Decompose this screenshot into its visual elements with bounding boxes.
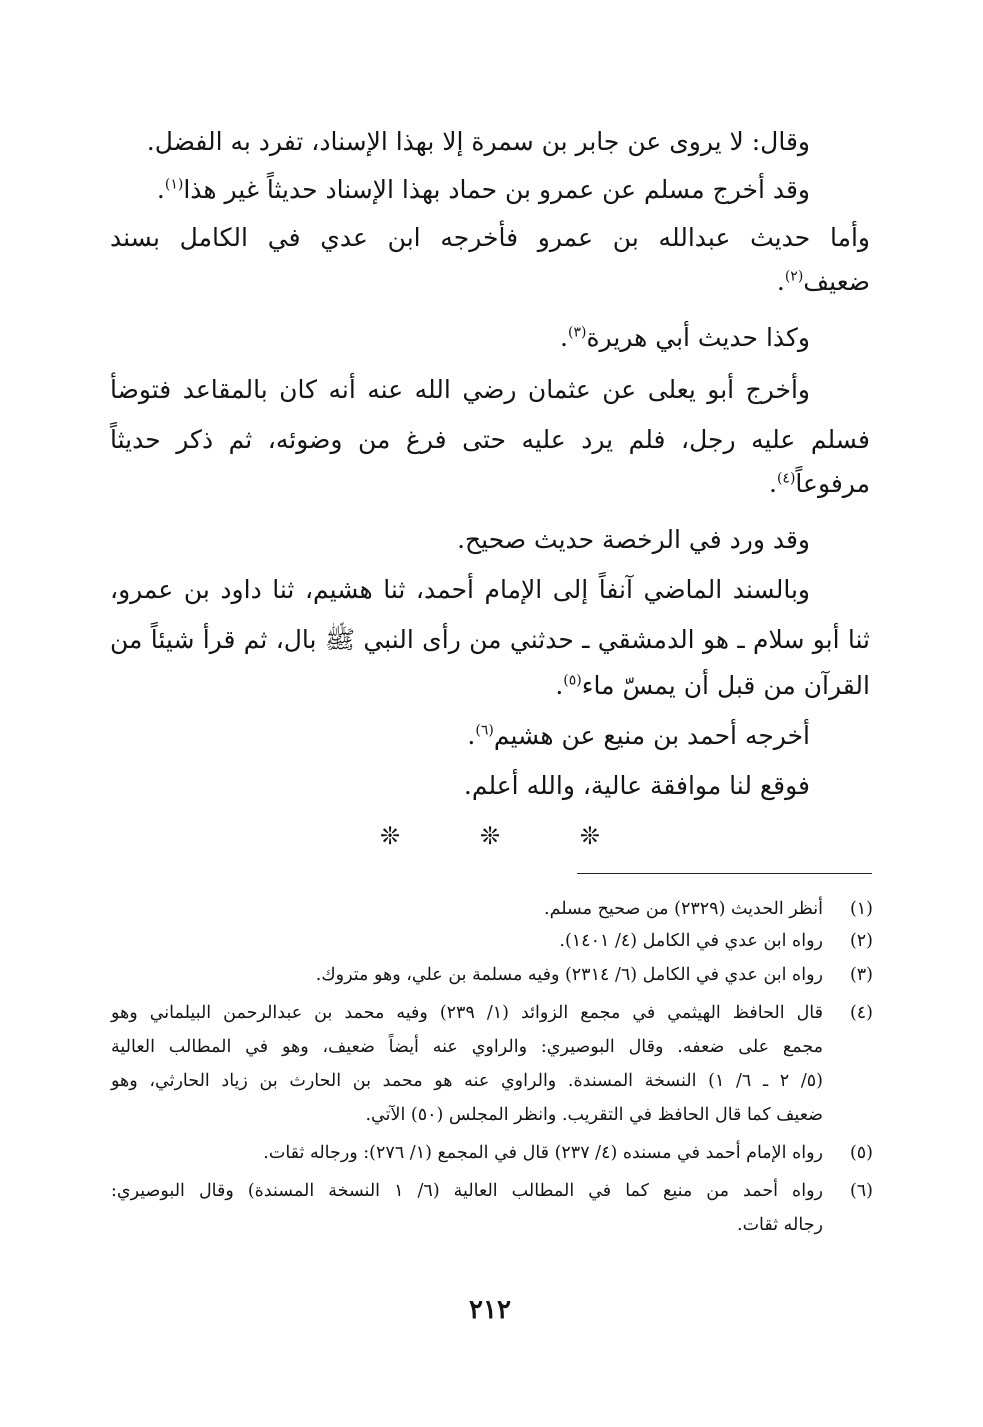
footnote-line: رواه ابن عدي في الكامل (٦/ ٢٣١٤) وفيه مسلمة بن علي، وهو متروك. xyxy=(315,965,823,985)
page-number: ٢١٢ xyxy=(469,1295,511,1325)
footnote-ref: (٣) xyxy=(567,324,587,341)
footnote-line: (٥/ ٢ ـ ٦/ ١) النسخة المسندة. والراوي عنه هو محمد بن الحارث بن زياد الحارثي، وهو xyxy=(111,1071,823,1091)
footnote-number: (٢) xyxy=(849,931,873,951)
footnote-number: (٣) xyxy=(849,965,873,985)
body-line: وكذا حديث أبي هريرة$^{(٣)}$. xyxy=(560,323,810,352)
footnote-ref: (٦) xyxy=(475,722,494,739)
footnote-ref: (٥) xyxy=(563,672,582,689)
separator-star: ❊ xyxy=(579,822,600,850)
body-line: أخرجه أحمد بن منيع عن هشيم$^{(٦)}$. xyxy=(467,721,810,750)
footnote-line: ضعيف كما قال الحافظ في التقريب. وانظر المجلس (٥٠) الآتي. xyxy=(365,1105,823,1125)
body-line: وبالسند الماضي آنفاً إلى الإمام أحمد، ثنا هشيم، ثنا داود بن عمرو، xyxy=(110,575,810,604)
footnote-number: (٦) xyxy=(849,1181,873,1201)
footnote-number: (٤) xyxy=(849,1003,873,1023)
body-line: فسلم عليه رجل، فلم يرد عليه حتى فرغ من وضوئه، ثم ذكر حديثاً xyxy=(110,425,870,454)
footnote-number: (١) xyxy=(849,899,873,919)
footnote-line: قال الحافظ الهيثمي في مجمع الزوائد (١/ ٢٣٩) وفيه محمد بن عبدالرحمن البيلماني وهو xyxy=(111,1003,823,1023)
body-line: وقد أخرج مسلم عن عمرو بن حماد بهذا الإسناد حديثاً غير هذا$^{(١)}$. xyxy=(156,175,810,204)
separator-star: ❊ xyxy=(479,822,501,850)
separator-star: ❊ xyxy=(380,822,401,850)
footnote-divider xyxy=(577,873,872,874)
body-line: فوقع لنا موافقة عالية، والله أعلم. xyxy=(463,771,810,800)
footnote-line: رواه أحمد من منيع كما في المطالب العالية (٦/ ١ النسخة المسندة) وقال البوصيري: xyxy=(111,1181,823,1201)
section-separator xyxy=(380,820,600,852)
body-line: ضعيف$^{(٢)}$. xyxy=(776,267,870,296)
body-line: وقال: لا يروى عن جابر بن سمرة إلا بهذا الإسناد، تفرد به الفضل. xyxy=(146,127,810,156)
body-line: مرفوعاً$^{(٤)}$. xyxy=(768,469,870,498)
footnote-line: مجمع على ضعفه. وقال البوصيري: والراوي عنه أيضاً ضعيف، وهو في المطالب العالية xyxy=(111,1037,823,1057)
footnote-line: أنظر الحديث (٢٣٢٩) من صحيح مسلم. xyxy=(544,899,823,919)
body-line: القرآن من قبل أن يمسّ ماء$^{(٥)}$. xyxy=(555,671,870,700)
footnote-number: (٥) xyxy=(849,1143,873,1163)
body-line: وأخرج أبو يعلى عن عثمان رضي الله عنه أنه كان بالمقاعد فتوضأ xyxy=(110,375,810,404)
footnote-line: رواه الإمام أحمد في مسنده (٤/ ٢٣٧) قال في المجمع (١/ ٢٧٦): ورجاله ثقات. xyxy=(263,1143,823,1163)
body-line: وقد ورد في الرخصة حديث صحيح. xyxy=(457,525,810,554)
footnote-line: رجاله ثقات. xyxy=(737,1215,823,1235)
footnote-ref: (١) xyxy=(164,176,184,193)
footnote-line: رواه ابن عدي في الكامل (٤/ ١٤٠١). xyxy=(559,931,823,951)
footnote-ref: (٢) xyxy=(784,268,804,285)
body-line: ثنا أبو سلام ـ هو الدمشقي ـ حدثني من رأى النبي ﷺ بال، ثم قرأ شيئاً من xyxy=(110,625,870,654)
body-line: وأما حديث عبدالله بن عمرو فأخرجه ابن عدي في الكامل بسند xyxy=(110,223,870,252)
footnote-ref: (٤) xyxy=(776,470,796,487)
